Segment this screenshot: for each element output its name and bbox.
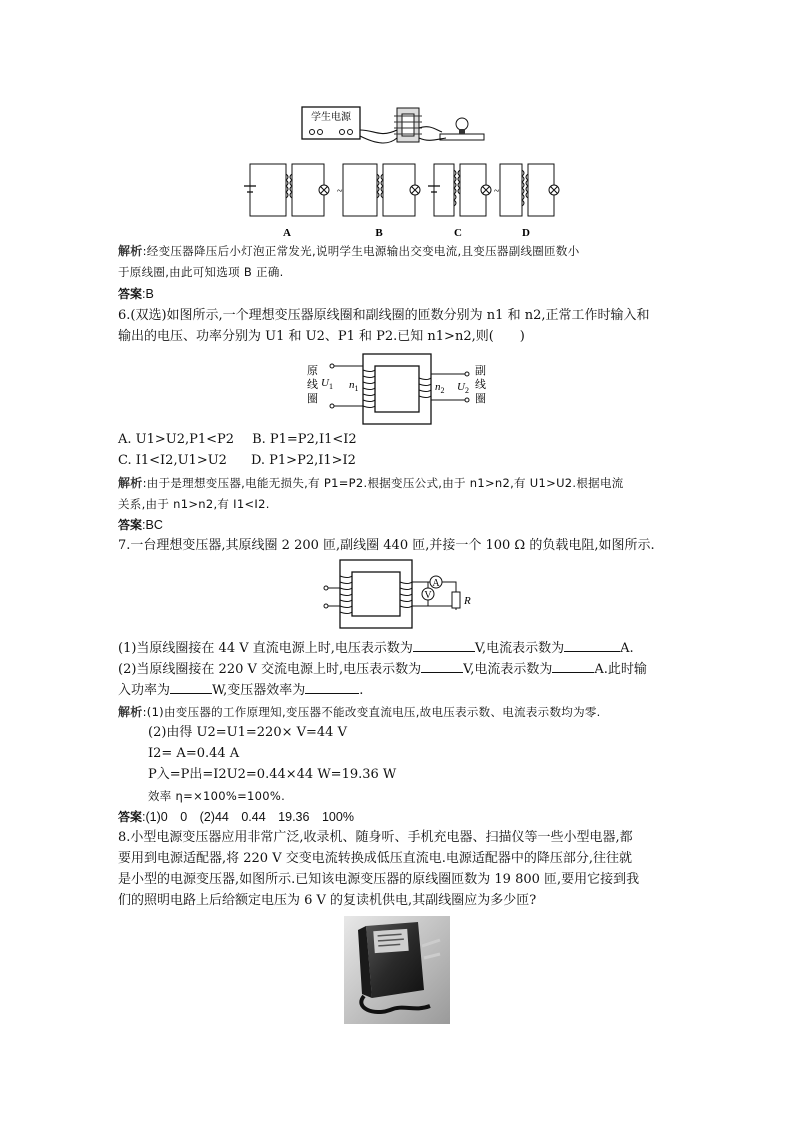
q5-analysis-text-1: :经变压器降压后小灯泡正常发光,说明学生电源输出交变电流,且变压器副线圈匝数小	[142, 244, 580, 258]
label-yuan: 原	[307, 365, 318, 377]
q7-part-1: (1)当原线圈接在 44 V 直流电源上时,电压表示数为 V,电流表示数为 A.	[118, 638, 634, 659]
svg-text:~: ~	[337, 186, 343, 197]
q6-answer	[118, 515, 163, 535]
svg-text:~: ~	[494, 186, 500, 197]
q7-analysis-line-1	[118, 702, 601, 722]
student-power-supply	[302, 107, 360, 139]
label-xian-right: 线	[475, 379, 486, 391]
voltmeter-label: V	[424, 590, 432, 601]
q7-analysis-line-5: 效率 η=×100%=100%.	[148, 789, 286, 803]
q8-stem-line-3: 是小型的电源变压器,如图所示.已知该电源变压器的原线圈匝数为 19 800 匝,要用它接到我	[118, 872, 640, 887]
q8-stem-line-4: 们的照明电路上后给额定电压为 6 V 的复读机供电,其副线圈应为多少匝?	[118, 893, 537, 908]
q6-options-row-1	[118, 430, 357, 450]
transformer-picture	[394, 108, 422, 142]
answer-label: 答案	[118, 810, 143, 824]
q7-blank-4[interactable]	[552, 659, 594, 673]
q6-options-row-2	[118, 451, 356, 471]
label-quan-right: 圈	[475, 393, 486, 405]
analysis-label: 解析	[118, 244, 143, 258]
q7-blank-6[interactable]	[305, 680, 359, 694]
q6-option-d[interactable]: D. P1>P2,I1>I2	[250, 453, 356, 468]
power-adapter-photo	[344, 916, 450, 1024]
q7-blank-2[interactable]	[564, 638, 620, 652]
option-a-label: A	[283, 227, 291, 239]
q7-part-2: (2)当原线圈接在 220 V 交流电源上时,电压表示数为 V,电流表示数为 A.此时输	[118, 659, 647, 680]
q7-answer-value: :(1)0 0 (2)44 0.44 19.36 100%	[142, 810, 354, 824]
q7-analysis-line-3: I2= A=0.44 A	[148, 746, 240, 761]
q6-analysis-line-2: 关系,由于 n1>n2,有 I1<I2.	[118, 497, 270, 511]
label-n1: $n_1$	[349, 379, 359, 393]
circuit-option-d	[494, 164, 559, 239]
power-box-label: 学生电源	[311, 112, 351, 123]
label-quan-left: 圈	[307, 393, 318, 405]
q6-stem-line-2: 输出的电压、功率分别为 U1 和 U2、P1 和 P2.已知 n1>n2,则( )	[118, 329, 525, 344]
q7-blank-5[interactable]	[170, 680, 212, 694]
q6-answer-value: :BC	[142, 518, 163, 532]
q7-stem: 7.一台理想变压器,其原线圈 2 200 匝,副线圈 440 匝,并接一个 100 Ω 的负载电阻,如图所示.	[118, 538, 655, 553]
analysis-label: 解析	[118, 705, 143, 719]
q8-stem-line-2: 要用到电源适配器,将 220 V 交变电流转换成低压直流电.电源适配器中的降压部分,往往就	[118, 851, 632, 866]
q7-analysis-text-1: :(1)由变压器的工作原理知,变压器不能改变直流电压,故电压表示数、电流表示数均为零.	[142, 705, 601, 719]
label-fu: 副	[475, 365, 486, 377]
q7-part-3: 入功率为 W,变压器效率为 .	[118, 680, 363, 701]
circuit-option-b	[337, 164, 420, 239]
q5-analysis-line-2: 于原线圈,由此可知选项 B 正确.	[118, 265, 284, 279]
q7-answer	[118, 807, 354, 827]
label-u1: $U_1$	[321, 377, 333, 391]
q7-analysis-line-4: P入=P出=I2U2=0.44×44 W=19.36 W	[148, 767, 397, 782]
q8-stem-line-1: 8.小型电源变压器应用非常广泛,收录机、随身听、手机充电器、扫描仪等一些小型电器,都	[118, 830, 633, 845]
label-u2: $U_2$	[457, 381, 469, 395]
circuit-option-c	[428, 164, 491, 239]
q7-circuit-figure	[318, 558, 488, 632]
q6-analysis-text-1: :由于是理想变压器,电能无损失,有 P1=P2.根据变压公式,由于 n1>n2,有 U1>U2.根据电流	[142, 476, 624, 490]
q7-analysis-line-2: (2)由得 U2=U1=220× V=44 V	[148, 725, 347, 740]
q6-transformer-figure	[305, 352, 495, 428]
q6-option-a[interactable]: A. U1>U2,P1<P2	[118, 432, 235, 447]
option-b-label: B	[375, 227, 383, 239]
bulb-stand	[440, 118, 484, 140]
q5-answer-value: :B	[142, 287, 154, 301]
answer-label: 答案	[118, 287, 143, 301]
ammeter-label: A	[432, 578, 440, 589]
answer-label: 答案	[118, 518, 143, 532]
q6-analysis-line-1	[118, 473, 624, 493]
q7-blank-3[interactable]	[421, 659, 463, 673]
q6-stem-line-1: 6.(双选)如图所示,一个理想变压器原线圈和副线圈的匝数分别为 n1 和 n2,正常工作时输入和	[118, 308, 650, 323]
q6-option-c[interactable]: C. I1<I2,U1>U2	[118, 453, 227, 468]
option-d-label: D	[522, 227, 530, 239]
q7-blank-1[interactable]	[413, 638, 475, 652]
q5-figure	[240, 100, 560, 242]
circuit-option-a	[244, 164, 329, 239]
label-xian-left: 线	[307, 379, 318, 391]
resistor-label: R	[464, 595, 471, 607]
label-n2: $n_2$	[435, 381, 445, 395]
resistor-icon	[452, 592, 460, 608]
option-c-label: C	[454, 227, 462, 239]
q5-analysis-line-1	[118, 241, 580, 261]
analysis-label: 解析	[118, 476, 143, 490]
q5-answer	[118, 284, 154, 304]
q6-option-b[interactable]: B. P1=P2,I1<I2	[252, 432, 357, 447]
